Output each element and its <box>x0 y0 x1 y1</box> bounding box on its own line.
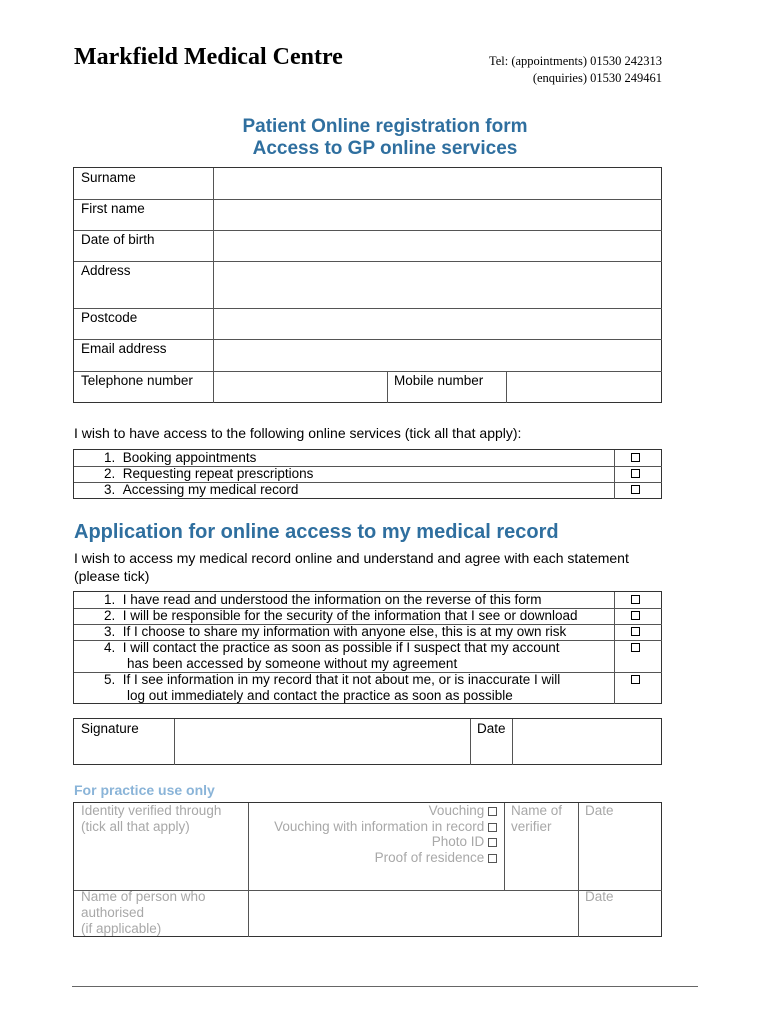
photo-id-option: Photo ID <box>431 834 485 849</box>
signature-table <box>73 718 662 765</box>
statement-item: 2. I will be responsible for the security of the information that I see or download <box>104 608 578 623</box>
vouching-option: Vouching <box>428 803 485 818</box>
tel-appointments: Tel: (appointments) 01530 242313 <box>488 54 662 68</box>
medical-record-checkbox[interactable] <box>631 485 640 494</box>
signature-date-label: Date <box>477 721 506 736</box>
form-subtitle: Access to GP online services <box>252 138 518 159</box>
surname-label: Surname <box>81 170 136 185</box>
statement-3-checkbox[interactable] <box>631 627 640 636</box>
signature-label: Signature <box>81 721 139 736</box>
repeat-prescriptions-checkbox[interactable] <box>631 469 640 478</box>
application-intro: I wish to access my medical record online and understand and agree with each statement <box>74 550 629 566</box>
statement-item-continued: log out immediately and contact the practice as soon as possible <box>127 688 513 703</box>
verifier-label: Name of <box>511 803 563 818</box>
authorised-label-3: (if applicable) <box>81 921 162 936</box>
dob-label: Date of birth <box>81 232 155 247</box>
statement-item: 3. If I choose to share my information with anyone else, this is at my own risk <box>104 624 567 639</box>
first-name-label: First name <box>81 201 145 216</box>
statement-item: 1. I have read and understood the information on the reverse of this form <box>104 592 542 607</box>
patient-details-table <box>73 167 662 403</box>
practice-use-heading: For practice use only <box>74 782 215 798</box>
verifier-label-2: verifier <box>511 819 552 834</box>
identity-tick-note: (tick all that apply) <box>81 819 190 834</box>
authorised-label-2: authorised <box>81 905 145 920</box>
dob-field[interactable] <box>214 230 662 261</box>
statement-5-checkbox[interactable] <box>631 675 640 684</box>
address-field[interactable] <box>214 261 662 308</box>
application-intro-tick: (please tick) <box>74 568 150 584</box>
mobile-label: Mobile number <box>394 373 484 388</box>
postcode-field[interactable] <box>214 308 662 339</box>
statement-item: 5. If I see information in my record that it not about me, or is inaccurate I will <box>104 672 561 687</box>
service-item: 2. Requesting repeat prescriptions <box>104 466 314 481</box>
authorised-name-field[interactable] <box>248 890 578 935</box>
statement-item: 4. I will contact the practice as soon as possible if I suspect that my account <box>104 640 560 655</box>
postcode-label: Postcode <box>81 310 138 325</box>
authorised-date-label: Date <box>585 889 614 904</box>
surname-field[interactable] <box>214 168 662 199</box>
identity-verified-label: Identity verified through <box>81 803 222 818</box>
telephone-label: Telephone number <box>81 373 193 388</box>
address-label: Address <box>81 263 131 278</box>
statement-4-checkbox[interactable] <box>631 643 640 652</box>
statement-item-continued: has been accessed by someone without my agreement <box>127 656 458 671</box>
vouching-record-option: Vouching with information in record <box>274 818 485 834</box>
mobile-field[interactable] <box>507 371 662 403</box>
email-label: Email address <box>81 341 167 356</box>
statement-2-checkbox[interactable] <box>631 611 640 620</box>
verification-options <box>274 803 497 865</box>
service-item: 3. Accessing my medical record <box>104 482 299 497</box>
application-heading: Application for online access to my medical record <box>74 521 559 543</box>
statement-1-checkbox[interactable] <box>631 595 640 604</box>
signature-date-field[interactable] <box>513 719 662 765</box>
practice-date-label: Date <box>585 803 614 818</box>
vouching-record-checkbox[interactable] <box>488 823 497 832</box>
first-name-field[interactable] <box>214 199 662 230</box>
tel-enquiries: (enquiries) 01530 249461 <box>532 71 662 85</box>
footer-divider <box>72 986 698 987</box>
practice-name: Markfield Medical Centre <box>74 44 343 70</box>
booking-appointments-checkbox[interactable] <box>631 453 640 462</box>
proof-residence-checkbox[interactable] <box>488 854 497 863</box>
photo-id-checkbox[interactable] <box>488 838 497 847</box>
services-intro: I wish to have access to the following online services (tick all that apply): <box>74 425 522 441</box>
form-title: Patient Online registration form <box>242 116 528 137</box>
authorised-label: Name of person who <box>81 889 206 904</box>
telephone-field[interactable] <box>214 371 387 403</box>
email-field[interactable] <box>214 339 662 371</box>
service-item: 1. Booking appointments <box>104 450 257 465</box>
vouching-checkbox[interactable] <box>488 807 497 816</box>
signature-field[interactable] <box>175 719 470 765</box>
proof-residence-option: Proof of residence <box>374 849 485 865</box>
